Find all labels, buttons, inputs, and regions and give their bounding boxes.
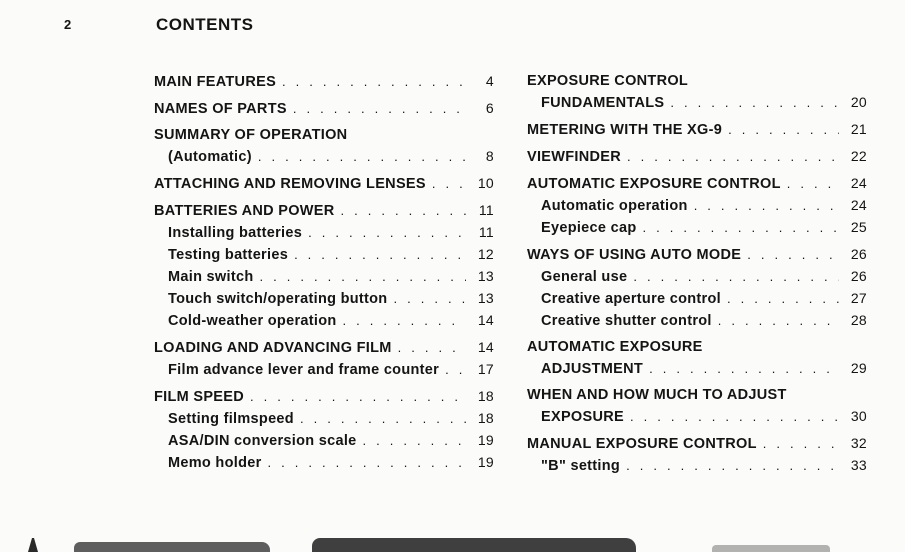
toc-subentry-label: Creative shutter control — [541, 313, 712, 329]
toc-subentry-label: "B" setting — [541, 458, 621, 474]
toc-subentry-page-number: 12 — [477, 246, 494, 262]
leader-dots — [398, 337, 466, 358]
toc-entry-label: ADJUSTMENT — [541, 361, 644, 377]
leader-dots — [747, 244, 839, 265]
toc-entry-label: EXPOSURE — [541, 409, 624, 425]
toc-entry-page-number: 22 — [850, 148, 867, 164]
toc-entry-label: (Automatic) — [168, 149, 252, 165]
leader-dots — [293, 98, 466, 119]
page-number: 2 — [64, 17, 72, 32]
toc-entry-page-number: 14 — [477, 339, 494, 355]
toc-entry-label: VIEWFINDER — [527, 149, 622, 165]
toc-section — [154, 200, 494, 332]
toc-entry-label: FUNDAMENTALS — [541, 95, 665, 111]
toc-entry-page-number: 4 — [485, 73, 494, 89]
toc-entry-label: BATTERIES AND POWER — [154, 203, 335, 219]
toc-section — [154, 71, 494, 93]
toc-subentry-page-number: 17 — [477, 361, 494, 377]
toc-section — [527, 119, 867, 141]
toc-subentry-label: ASA/DIN conversion scale — [168, 433, 357, 449]
toc-subentry-page-number: 13 — [477, 268, 494, 284]
toc-subentry[interactable] — [154, 408, 494, 430]
leader-dots — [432, 173, 466, 194]
leader-dots — [763, 433, 839, 454]
toc-section — [527, 173, 867, 239]
toc-section — [527, 146, 867, 168]
toc-entry[interactable] — [527, 244, 867, 266]
toc-subentry[interactable] — [527, 217, 867, 239]
toc-entry-label: MAIN FEATURES — [154, 74, 277, 90]
toc-entry[interactable] — [527, 433, 867, 455]
toc-right-column — [527, 71, 867, 477]
leader-dots — [250, 386, 466, 407]
leader-dots — [630, 406, 839, 427]
leader-dots — [787, 173, 839, 194]
toc-subentry-page-number: 28 — [850, 312, 867, 328]
toc-entry[interactable] — [527, 92, 867, 114]
leader-dots — [308, 222, 466, 243]
toc-section-label: SUMMARY OF OPERATION — [154, 127, 348, 143]
toc-subentry-label: Touch switch/operating button — [168, 291, 388, 307]
toc-subentry[interactable] — [154, 430, 494, 452]
toc-subentry-page-number: 19 — [477, 454, 494, 470]
leader-dots — [727, 288, 839, 309]
toc-subentry[interactable] — [154, 310, 494, 332]
toc-entry[interactable] — [527, 358, 867, 380]
leader-dots — [341, 200, 466, 221]
leader-dots — [258, 146, 466, 167]
toc-entry-page-number: 18 — [477, 388, 494, 404]
leader-dots — [694, 195, 839, 216]
toc-subentry-label: Testing batteries — [168, 247, 289, 263]
toc-entry-page-number: 21 — [850, 121, 867, 137]
toc-subentry-label: Creative aperture control — [541, 291, 721, 307]
toc-entry[interactable] — [527, 119, 867, 141]
page-title: CONTENTS — [156, 15, 254, 34]
leader-dots — [300, 408, 466, 429]
toc-entry-label: AUTOMATIC EXPOSURE CONTROL — [527, 176, 781, 192]
toc-entry[interactable] — [527, 146, 867, 168]
toc-entry-label: METERING WITH THE XG-9 — [527, 122, 723, 138]
toc-entry[interactable] — [154, 173, 494, 195]
toc-entry-page-number: 30 — [850, 408, 867, 424]
toc-subentry-page-number: 26 — [850, 268, 867, 284]
toc-subentry[interactable] — [527, 195, 867, 217]
toc-subentry[interactable] — [527, 455, 867, 477]
toc-section — [527, 385, 867, 428]
toc-subentry-label: General use — [541, 269, 628, 285]
toc-subentry-page-number: 27 — [850, 290, 867, 306]
toc-subentry[interactable] — [527, 310, 867, 332]
toc-section — [154, 386, 494, 474]
scan-artifact — [712, 545, 830, 552]
toc-subentry[interactable] — [154, 266, 494, 288]
leader-dots — [643, 217, 840, 238]
toc-subentry-page-number: 14 — [477, 312, 494, 328]
toc-entry[interactable] — [154, 146, 494, 168]
toc-section — [527, 337, 867, 380]
toc-section — [154, 125, 494, 168]
leader-dots — [649, 358, 839, 379]
leader-dots — [718, 310, 839, 331]
leader-dots — [282, 71, 466, 92]
toc-entry-label: ATTACHING AND REMOVING LENSES — [154, 176, 426, 192]
toc-entry[interactable] — [154, 337, 494, 359]
toc-subentry[interactable] — [154, 359, 494, 381]
toc-entry-label: MANUAL EXPOSURE CONTROL — [527, 436, 757, 452]
toc-entry-page-number: 32 — [850, 435, 867, 451]
toc-entry[interactable] — [154, 386, 494, 408]
toc-section — [154, 173, 494, 195]
toc-subentry-page-number: 33 — [850, 457, 867, 473]
toc-subentry[interactable] — [154, 288, 494, 310]
toc-subentry-label: Setting filmspeed — [168, 411, 294, 427]
leader-dots — [627, 146, 839, 167]
toc-subentry-label: Film advance lever and frame counter — [168, 362, 440, 378]
leader-dots — [633, 266, 839, 287]
leader-dots — [728, 119, 839, 140]
toc-entry-label: WAYS OF USING AUTO MODE — [527, 247, 742, 263]
toc-subentry-label: Cold-weather operation — [168, 313, 337, 329]
leader-dots — [363, 430, 466, 451]
toc-subentry[interactable] — [527, 288, 867, 310]
toc-subentry[interactable] — [154, 222, 494, 244]
toc-entry-label: FILM SPEED — [154, 389, 245, 405]
toc-subentry-label: Main switch — [168, 269, 254, 285]
leader-dots — [670, 92, 839, 113]
toc-entry-page-number: 29 — [850, 360, 867, 376]
toc-subentry-page-number: 11 — [478, 224, 494, 240]
toc-section — [154, 98, 494, 120]
toc-section — [154, 337, 494, 381]
toc-entry-page-number: 11 — [478, 202, 494, 218]
toc-subentry[interactable] — [154, 452, 494, 474]
toc-subentry-page-number: 19 — [477, 432, 494, 448]
toc-entry[interactable] — [154, 71, 494, 93]
toc-entry-label: LOADING AND ADVANCING FILM — [154, 340, 392, 356]
leader-dots — [445, 359, 466, 380]
toc-entry[interactable] — [154, 98, 494, 120]
leader-dots — [259, 266, 466, 287]
toc-subentry-page-number: 25 — [850, 219, 867, 235]
toc-entry-page-number: 24 — [850, 175, 867, 191]
scan-artifact — [312, 538, 636, 552]
toc-subentry-label: Installing batteries — [168, 225, 303, 241]
toc-entry-label: NAMES OF PARTS — [154, 101, 287, 117]
toc-section-label: WHEN AND HOW MUCH TO ADJUST — [527, 387, 787, 403]
toc-entry[interactable] — [527, 406, 867, 428]
leader-dots — [343, 310, 466, 331]
leader-dots — [268, 452, 466, 473]
toc-subentry-page-number: 24 — [850, 197, 867, 213]
toc-subentry[interactable] — [527, 266, 867, 288]
leader-dots — [294, 244, 466, 265]
toc-entry[interactable] — [154, 200, 494, 222]
toc-section — [527, 433, 867, 477]
toc-section-label: AUTOMATIC EXPOSURE — [527, 339, 703, 355]
toc-subentry-label: Eyepiece cap — [541, 220, 637, 236]
leader-dots — [393, 288, 466, 309]
toc-section — [527, 244, 867, 332]
toc-entry-page-number: 10 — [477, 175, 494, 191]
scan-artifact — [74, 542, 270, 552]
toc-entry[interactable] — [527, 173, 867, 195]
toc-subentry-label: Automatic operation — [541, 198, 688, 214]
toc-subentry-label: Memo holder — [168, 455, 262, 471]
toc-section-label: EXPOSURE CONTROL — [527, 73, 689, 89]
toc-subentry-page-number: 13 — [477, 290, 494, 306]
toc-section — [527, 71, 867, 114]
toc-entry-page-number: 8 — [485, 148, 494, 164]
toc-subentry-page-number: 18 — [477, 410, 494, 426]
leader-dots — [626, 455, 839, 476]
toc-entry-page-number: 6 — [485, 100, 494, 116]
toc-left-column — [154, 71, 494, 474]
toc-subentry[interactable] — [154, 244, 494, 266]
toc-entry-page-number: 26 — [850, 246, 867, 262]
toc-entry-page-number: 20 — [850, 94, 867, 110]
scan-artifact — [28, 538, 38, 552]
